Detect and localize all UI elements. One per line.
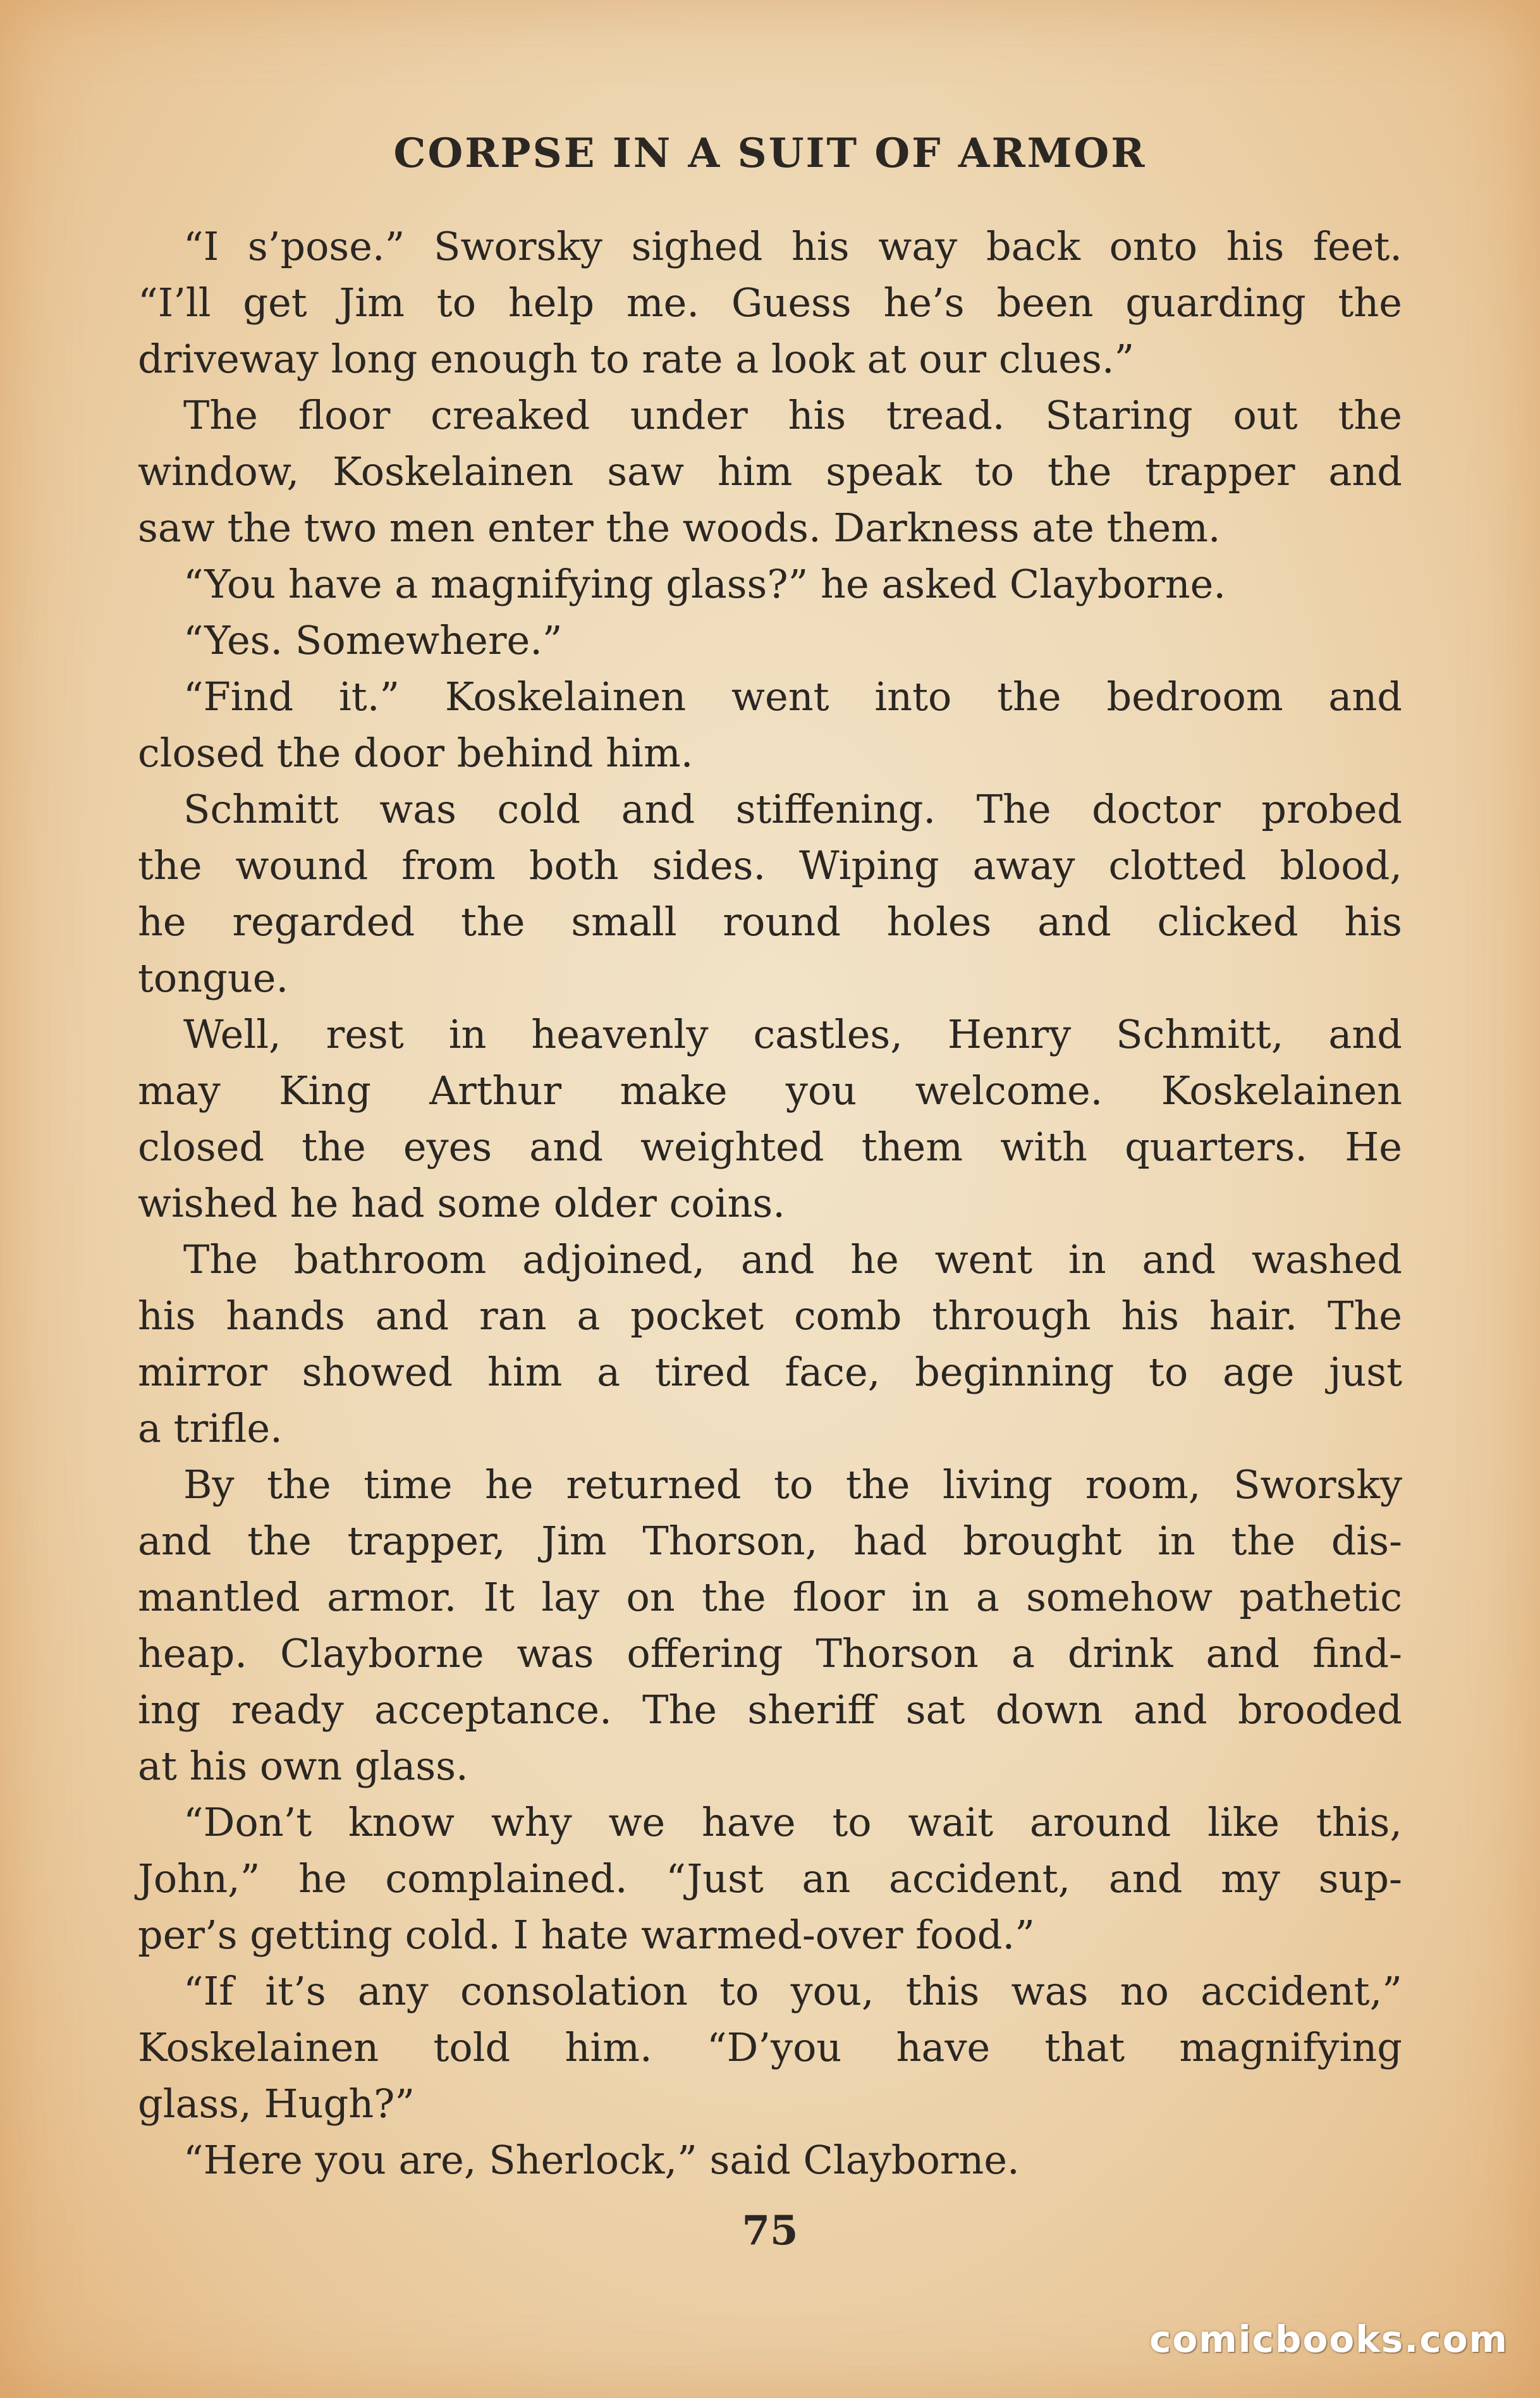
text-line: at his own glass. [138,1743,468,1789]
text-line: Schmitt was cold and stiffening. The doctor probed [183,786,1402,832]
text-line: window, Koskelainen saw him speak to the trapper and [138,448,1402,495]
text-line: “I s’pose.” Sworsky sighed his way back onto his feet. [183,223,1402,269]
text-line: ing ready acceptance. The sheriff sat down and brooded [138,1687,1402,1733]
text-line: mirror showed him a tired face, beginning to age just [138,1349,1402,1395]
page-number: 75 [742,2207,798,2254]
text-line: mantled armor. It lay on the floor in a somehow pathetic [138,1574,1402,1620]
text-line: “Find it.” Koskelainen went into the bedroom and [183,673,1402,720]
text-line: The floor creaked under his tread. Staring out the [183,392,1402,438]
text-line: closed the door behind him. [138,730,694,776]
text-line: and the trapper, Jim Thorson, had brought in the dis- [138,1518,1402,1564]
text-line: “You have a magnifying glass?” he asked Clayborne. [183,561,1226,607]
text-line: “Don’t know why we have to wait around like this, [183,1799,1402,1845]
text-line: “Here you are, Sherlock,” said Clayborne. [183,2137,1020,2183]
text-line: John,” he complained. “Just an accident, and my sup- [138,1855,1402,1902]
text-line: The bathroom adjoined, and he went in and washed [183,1236,1402,1282]
body-text [138,218,1402,2188]
text-line: “I’ll get Jim to help me. Guess he’s been guarding the [138,280,1402,326]
text-line: “If it’s any consolation to you, this was no accident,” [183,1968,1402,2014]
text-line: “Yes. Somewhere.” [183,617,563,663]
watermark: comicbooks.com [1149,2318,1508,2361]
text-line: closed the eyes and weighted them with quarters. He [138,1124,1402,1170]
text-line: wished he had some older coins. [138,1180,785,1226]
text-line: he regarded the small round holes and clicked his [138,899,1402,945]
text-line: driveway long enough to rate a look at our clues.” [138,336,1135,382]
text-line: heap. Clayborne was offering Thorson a drink and find- [138,1630,1402,1676]
text-line: Well, rest in heavenly castles, Henry Schmitt, and [183,1011,1402,1057]
text-line: glass, Hugh?” [138,2081,415,2127]
text-line: a trifle. [138,1405,283,1451]
text-line: may King Arthur make you welcome. Koskelainen [138,1067,1402,1114]
text-line: per’s getting cold. I hate warmed-over food.” [138,1912,1035,1958]
text-line: Koskelainen told him. “D’you have that magnifying [138,2024,1402,2070]
text-line: tongue. [138,955,289,1001]
text-line: his hands and ran a pocket comb through his hair. The [138,1293,1402,1339]
text-line: the wound from both sides. Wiping away clotted blood, [138,842,1402,888]
running-head: CORPSE IN A SUIT OF ARMOR [393,130,1147,177]
text-line: By the time he returned to the living room, Sworsky [183,1461,1402,1508]
text-line: saw the two men enter the woods. Darkness ate them. [138,505,1221,551]
